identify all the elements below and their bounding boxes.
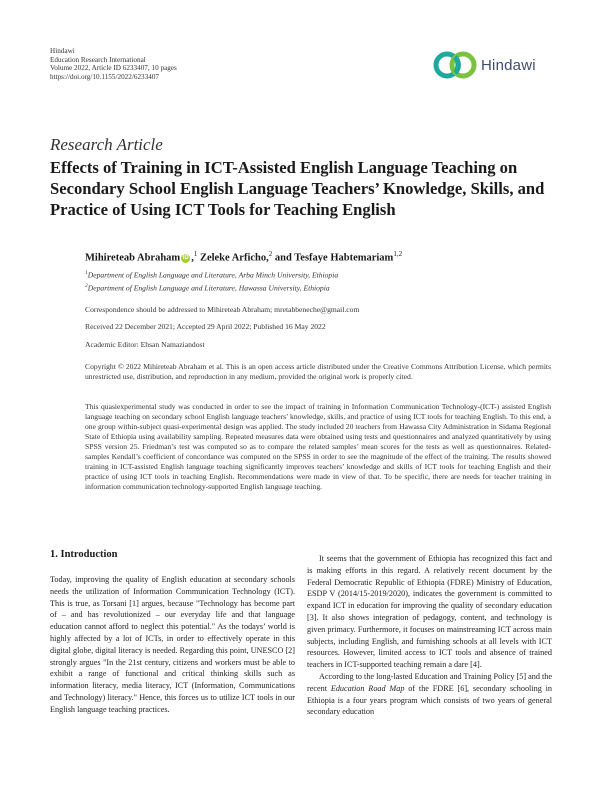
abstract-text: This quasiexperimental study was conducted in order to see the impact of training in Information Communication Technology-(ICT-) assisted English language teaching on secondary school English language teachers’ knowledge, skills, and practice of using ICT tools for teaching English. To this end, a one group within-subject quasi-experimental design was applied. The study included 20 teachers from Hawassa City Administration in Sidama Regional State of Ethiopia using availability sampling. Repeated measures data were obtained using tests and questionnaires and analyzed quantitatively by using SPSS version 25. Friedman’s test was computed so as to compare the related samples’ mean scores for the tests as well as questionnaires. Related-samples Kendall’s coefficient of concordance was computed on the SPSS in order to see the magnitude of the effect of the training. The results showed training in ICT-assisted English language teaching significantly improves teachers’ knowledge and skills of ICT tools for teaching English and their practice of using ICT tools in teaching English. Recommendations were made in view of that. To be specific, there are needs for teacher training in information communication technology-supported English language teaching.: [85, 402, 551, 491]
hindawi-logo: [432, 48, 552, 82]
body-paragraph: It seems that the government of Ethiopia has recognized this fact and is making efforts in this regard. A relatively recent document by the Federal Democratic Republic of Ethiopia (FDRE) Ministry of Education, ESDP V (2014/15-2019/2020), indicates the government is committed to expand ICT in education for improving the quality of secondary education [3]. It also shows integration of pedagogy, content, and technology is given primacy. Furthermore, it focuses on mainstreaming ICT across main subjects, including English, and furnishing schools at all levels with ICT resources. However, limited access to ICT tools and absence of trained teachers in ICT-supported teaching remain a dare [4].: [307, 554, 552, 670]
article-type: Research Article: [50, 135, 163, 154]
publisher-name: Hindawi: [50, 47, 75, 55]
academic-editor: Academic Editor: Ehsan Namaziandost: [85, 340, 205, 349]
journal-name: Education Research International: [50, 55, 146, 64]
dates-line: Received 22 December 2021; Accepted 29 April 2022; Published 16 May 2022: [85, 322, 326, 331]
section-heading: 1. Introduction: [50, 549, 118, 560]
affiliations: [85, 268, 338, 294]
body-paragraph: According to the long-lasted Education and Training Policy [5] and the recent Education Road Map of the FDRE [6], secondary schooling in Ethiopia is a four years program which consists of two years of general secondary education: [307, 671, 552, 717]
author-list: Mihireteab Abraham iD ,$^1$ Zeleke Arficho,$^2$ and Tesfaye Habtemariam$^{1,2}$: [85, 250, 403, 264]
copyright-notice: Copyright © 2022 Mihireteab Abraham et al. This is an open access article distributed under the Creative Commons Attribution License, which permits unrestricted use, distribution, and reproduction in any medium, provided the original work is properly cited.: [85, 362, 551, 381]
body-column-right: [307, 553, 552, 718]
volume-line: Volume 2022, Article ID 6233407, 10 pages: [50, 64, 177, 73]
affiliation-2: $^2$Department of English Language and Literature, Hawassa University, Ethiopia: [85, 283, 330, 293]
correspondence: Correspondence should be addressed to Mihireteab Abraham; mretabbeneche@gmail.com: [85, 305, 360, 314]
affiliation-1: $^1$Department of English Language and Literature, Arba Minch University, Ethiopia: [85, 270, 339, 280]
orcid-icon[interactable]: iD: [182, 254, 189, 261]
body-paragraph: Today, improving the quality of English education at secondary schools needs the utilization of Information Communication Technology (ICT). This is true, as Torsani [1] argues, because "Technology has become part of – and has revolutionized – our everyday life and that language education cannot afford to neglect this potential." As the todays’ world is highly affected by a lot of ICTs, in order to effectively operate in this digital globe, digital literacy is needed. Regarding this point, UNESCO [2] strongly argues "In the 21st century, citizens and workers must be able to exhibit a range of functional and critical thinking skills such as information literacy, media literacy, ICT (Information, Communications and Technology) literacy." Hence, this forces us to utilize ICT tools in our English language teaching practices.: [50, 575, 295, 714]
author-3-affil: 1,2: [393, 250, 403, 258]
author-2-affil: 2: [268, 250, 273, 258]
author-1[interactable]: Mihireteab Abraham: [85, 252, 181, 264]
author-3[interactable]: and Tesfaye Habtemariam: [274, 252, 394, 264]
journal-header: [50, 47, 177, 81]
body-column-left: [50, 574, 295, 716]
author-1-affil: 1: [193, 250, 198, 258]
hindawi-rings-icon: [432, 50, 478, 80]
author-2[interactable]: Zeleke Arficho,: [199, 252, 269, 264]
logo-wordmark: Hindawi: [481, 56, 536, 74]
article-title: Effects of Training in ICT-Assisted English Language Teaching on Secondary School English Language Teachers’ Knowledge, Skills, and Practice of Using ICT Tools for Teaching English: [50, 158, 545, 219]
doi-link[interactable]: https://doi.org/10.1155/2022/6233407: [50, 72, 160, 81]
